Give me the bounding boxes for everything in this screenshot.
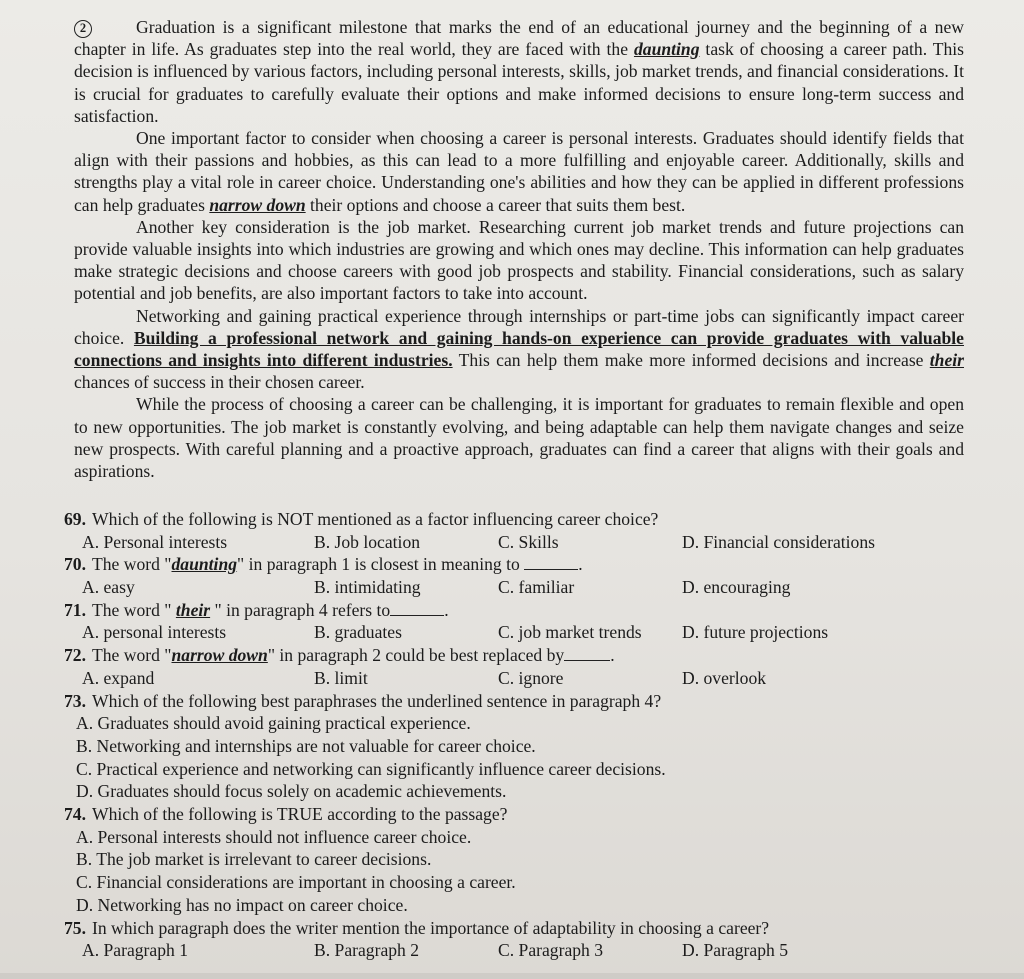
underlined-word-narrow-down: narrow down bbox=[209, 194, 306, 215]
question-69: 69. Which of the following is NOT mentioned as a factor influencing career choice? bbox=[64, 509, 659, 529]
option-b[interactable]: B. Paragraph 2 bbox=[314, 940, 420, 961]
option-b[interactable]: B. intimidating bbox=[314, 577, 421, 598]
option-a[interactable]: A. expand bbox=[82, 667, 155, 688]
option-b[interactable]: B. Job location bbox=[314, 531, 421, 552]
underlined-word-daunting: daunting bbox=[633, 39, 700, 60]
option-a[interactable]: A. Personal interests should not influence career choice. bbox=[76, 826, 472, 847]
option-b[interactable]: B. limit bbox=[314, 667, 368, 688]
option-a[interactable]: A. easy bbox=[82, 577, 135, 598]
question-71-options bbox=[64, 621, 974, 644]
answer-blank bbox=[390, 601, 444, 616]
option-d[interactable]: D. encouraging bbox=[682, 577, 791, 598]
question-71: 71. The word " their " in paragraph 4 refers to . bbox=[64, 599, 449, 620]
question-list bbox=[64, 508, 974, 962]
option-d[interactable]: D. Financial considerations bbox=[682, 531, 875, 552]
option-c[interactable]: C. familiar bbox=[498, 577, 575, 598]
option-a[interactable]: A. Graduates should avoid gaining practical experience. bbox=[76, 713, 471, 734]
option-a[interactable]: A. Paragraph 1 bbox=[82, 940, 189, 961]
question-72: 72. The word "narrow down" in paragraph 2 could be best replaced by . bbox=[64, 645, 615, 666]
paragraph-3: Another key consideration is the job market. Researching current job market trends and future projections can provide valuable insights into which industries are growing and which ones may decline. This information can help graduates make strategic decisions and choose careers with good job prospects and stability. Financial considerations, such as salary potential and job benefits, are also important factors to take into account. bbox=[74, 216, 964, 304]
option-c[interactable]: C. Financial considerations are important in choosing a career. bbox=[76, 872, 516, 893]
paragraph-2: One important factor to consider when choosing a career is personal interests. Graduates should identify fields that align with their passions and hobbies, as this can lead to a more fulfilling and enjoyable career. Additionally, skills and strengths play a vital role in career choice. Understanding one's abilities and how they can be applied in different professions can help graduates narrow down their options and choose a career that suits them best. bbox=[74, 128, 964, 215]
option-d[interactable]: D. Graduates should focus solely on academic achievements. bbox=[76, 781, 507, 802]
option-d[interactable]: D. Paragraph 5 bbox=[682, 940, 789, 961]
answer-blank bbox=[564, 646, 610, 661]
question-72-options bbox=[64, 667, 974, 690]
option-d[interactable]: D. overlook bbox=[682, 667, 767, 688]
question-69-options bbox=[64, 531, 974, 554]
question-73: 73. Which of the following best paraphrases the underlined sentence in paragraph 4? bbox=[64, 690, 662, 711]
question-70: 70. The word "daunting" in paragraph 1 is closest in meaning to . bbox=[64, 554, 583, 575]
answer-blank bbox=[524, 555, 578, 570]
option-c[interactable]: C. ignore bbox=[498, 667, 564, 688]
option-b[interactable]: B. Networking and internships are not valuable for career choice. bbox=[76, 735, 536, 756]
option-a[interactable]: A. Personal interests bbox=[82, 531, 228, 552]
passage-number-badge: 2 bbox=[74, 20, 92, 38]
paragraph-5: While the process of choosing a career can be challenging, it is important for graduates to remain flexible and open to new opportunities. The job market is constantly evolving, and being adaptable can help them navigate changes and seize new prospects. With careful planning and a proactive approach, graduates can find a career that aligns with their goals and aspirations. bbox=[74, 394, 964, 482]
option-c[interactable]: C. Practical experience and networking can significantly influence career decisions. bbox=[76, 758, 666, 779]
underlined-word-their: their bbox=[929, 350, 964, 371]
question-75-options bbox=[64, 939, 974, 962]
option-b[interactable]: B. The job market is irrelevant to career decisions. bbox=[76, 849, 432, 870]
question-70-options bbox=[64, 576, 974, 599]
option-c[interactable]: C. Skills bbox=[498, 531, 559, 552]
question-75: 75. In which paragraph does the writer mention the importance of adaptability in choosing a career? bbox=[64, 917, 770, 938]
option-c[interactable]: C. job market trends bbox=[498, 622, 642, 643]
underlined-sentence: Building a professional network and gaining hands-on experience can provide graduates with valuable connections and insights into different industries. bbox=[74, 327, 964, 371]
reading-passage bbox=[74, 16, 964, 482]
paragraph-4: Networking and gaining practical experience through internships or part-time jobs can significantly impact career choice. Building a professional network and gaining hands-on experience can provide graduates with valuable connections and insights into different industries. This can help them make more informed decisions and increase their chances of success in their chosen career. bbox=[74, 305, 964, 393]
paragraph-1: 2 Graduation is a significant milestone that marks the end of an educational journey and the beginning of a new chapter in life. As graduates step into the real world, they are faced with the daunting task of choosing a career path. This decision is influenced by various factors, including personal interests, skills, job market trends, and financial considerations. It is crucial for graduates to carefully evaluate their options and make informed decisions to ensure long-term success and satisfaction. bbox=[74, 17, 964, 126]
option-d[interactable]: D. Networking has no impact on career choice. bbox=[76, 894, 408, 915]
page-bottom-edge bbox=[0, 973, 1024, 979]
option-b[interactable]: B. graduates bbox=[314, 622, 402, 643]
option-c[interactable]: C. Paragraph 3 bbox=[498, 940, 604, 961]
question-74: 74. Which of the following is TRUE according to the passage? bbox=[64, 804, 508, 825]
option-d[interactable]: D. future projections bbox=[682, 622, 829, 643]
option-a[interactable]: A. personal interests bbox=[82, 622, 227, 643]
